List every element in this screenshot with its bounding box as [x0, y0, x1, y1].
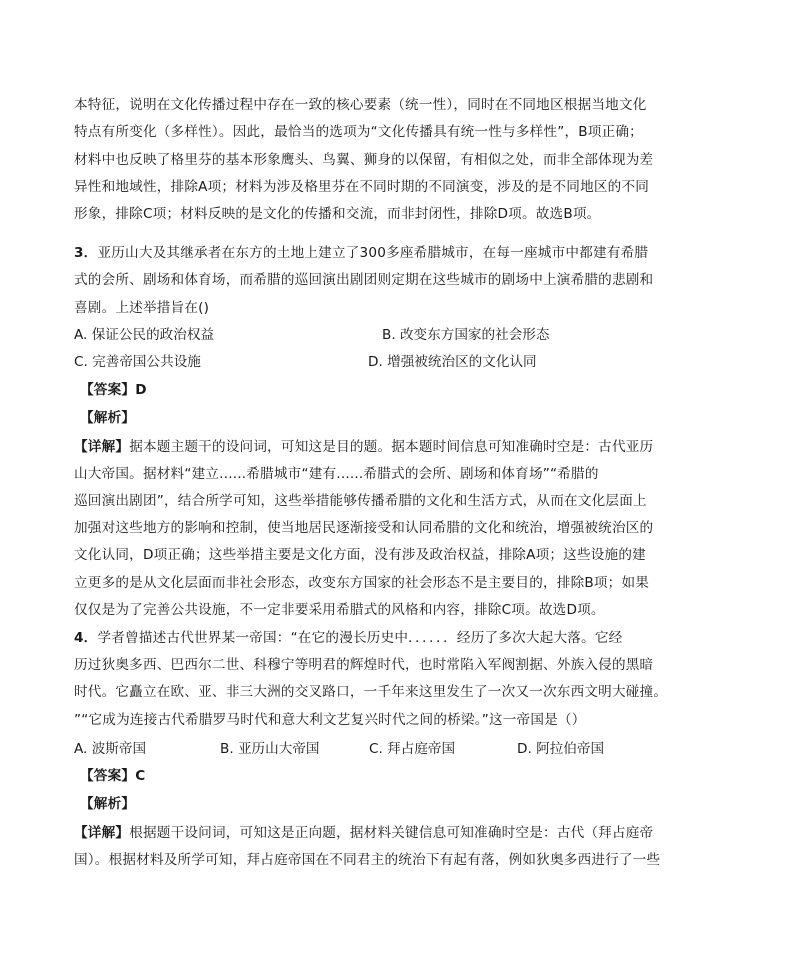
question-3-line [74, 243, 648, 263]
answer-line [80, 766, 145, 786]
detail-text: 根据题干设问词，可知这是正向题，据材料关键信息可知准确时空是：古代（拜占庭帝 [129, 825, 654, 841]
question-3-number: 3． [74, 245, 98, 261]
text-line: 异性和地域性，排除A项；材料为涉及格里芬在不同时期的不同演变，涉及的是不同地区的不同 [74, 179, 650, 195]
question-4-number: 4． [74, 630, 98, 646]
detail-label: 【详解】 [74, 439, 130, 455]
question-4-stem: ”“它成为连接古代希腊罗马时代和意大利文艺复兴时代之间的桥梁。”这一帝国是（） [74, 712, 586, 728]
detail-label: 【详解】 [74, 825, 130, 841]
question-3-stem: 喜剧。上述举措旨在() [74, 300, 210, 316]
option-d: D. 阿拉伯帝国 [517, 741, 605, 757]
answer-line [80, 380, 147, 400]
option-b: B. 改变东方国家的社会形态 [382, 327, 550, 343]
option-b: B. 亚历山大帝国 [220, 741, 320, 757]
question-3-stem: 亚历山大及其继承者在东方的土地上建立了300多座希腊城市，在每一座城市中都建有希腊 [97, 245, 649, 261]
analysis-label: 【解析】 [80, 796, 136, 812]
option-a: A. 波斯帝国 [74, 741, 147, 757]
answer-label: 【答案】 [80, 382, 136, 398]
detail-text: 山大帝国。据材料“建立......希腊城市“建有......希腊式的会所、剧场和体育场”“希腊的 [74, 466, 599, 482]
question-3-stem: 式的会所、剧场和体育场，而希腊的巡回演出剧团则定期在这些城市的剧场中上演希腊的悲剧和 [74, 272, 654, 288]
answer-value: C [135, 768, 146, 784]
detail-text: 加强对这些地方的影响和控制，使当地居民逐渐接受和认同希腊的文化和统治，增强被统治区的 [74, 520, 654, 536]
detail-text: 据本题主题干的设问词，可知这是目的题。据本题时间信息可知准确时空是：古代亚历 [129, 439, 654, 455]
option-d: D. 增强被统治区的文化认同 [368, 354, 537, 370]
text-line: 形象，排除C项；材料反映的是文化的传播和交流，而非封闭性，排除D项。故选B项。 [74, 206, 601, 222]
option-c: C. 完善帝国公共设施 [74, 354, 201, 370]
detail-text: 国）。根据材料及所学可知，拜占庭帝国在不同君主的统治下有起有落，例如狄奥多西进行了一些 [74, 852, 661, 868]
detail-line [74, 823, 653, 843]
analysis-label: 【解析】 [80, 410, 136, 426]
question-4-line [74, 628, 622, 648]
detail-text: 立更多的是从文化层面而非社会形态，改变东方国家的社会形态不是主要目的，排除B项；如果 [74, 575, 650, 591]
detail-text: 仅仅是为了完善公共设施，不一定非要采用希腊式的风格和内容，排除C项。故选D项。 [74, 602, 605, 618]
option-a: A. 保证公民的政治权益 [74, 327, 215, 343]
text-line: 特点有所变化（多样性）。因此，最恰当的选项为“文化传播具有统一性与多样性”，B项正确； [74, 124, 643, 140]
option-c: C. 拜占庭帝国 [369, 741, 456, 757]
question-4-stem: 历过狄奥多西、巴西尔二世、科穆宁等明君的辉煌时代，也时常陷入军阀割据、外族入侵的黑暗 [74, 657, 654, 673]
answer-value: D [135, 382, 147, 398]
text-line: 本特征，说明在文化传播过程中存在一致的核心要素（统一性），同时在不同地区根据当地文化 [74, 97, 647, 113]
answer-label: 【答案】 [80, 768, 136, 784]
question-4-stem: 学者曾描述古代世界某一帝国：“在它的漫长历史中．．．．．．经历了多次大起大落。它经 [97, 630, 623, 646]
text-line: 材料中也反映了格里芬的基本形象鹰头、鸟翼、狮身的以保留，有相似之处，而非全部体现为差 [74, 152, 654, 168]
detail-line [74, 437, 653, 457]
detail-text: 巡回演出剧团”，结合所学可知，这些举措能够传播希腊的文化和生活方式，从而在文化层面上 [74, 493, 647, 509]
question-4-stem: 时代。它矗立在欧、亚、非三大洲的交叉路口，一千年来这里发生了一次又一次东西文明大碰撞。 [74, 684, 668, 700]
detail-text: 文化认同，D项正确；这些举措主要是文化方面，没有涉及政治权益，排除A项；这些设施的建 [74, 547, 646, 563]
